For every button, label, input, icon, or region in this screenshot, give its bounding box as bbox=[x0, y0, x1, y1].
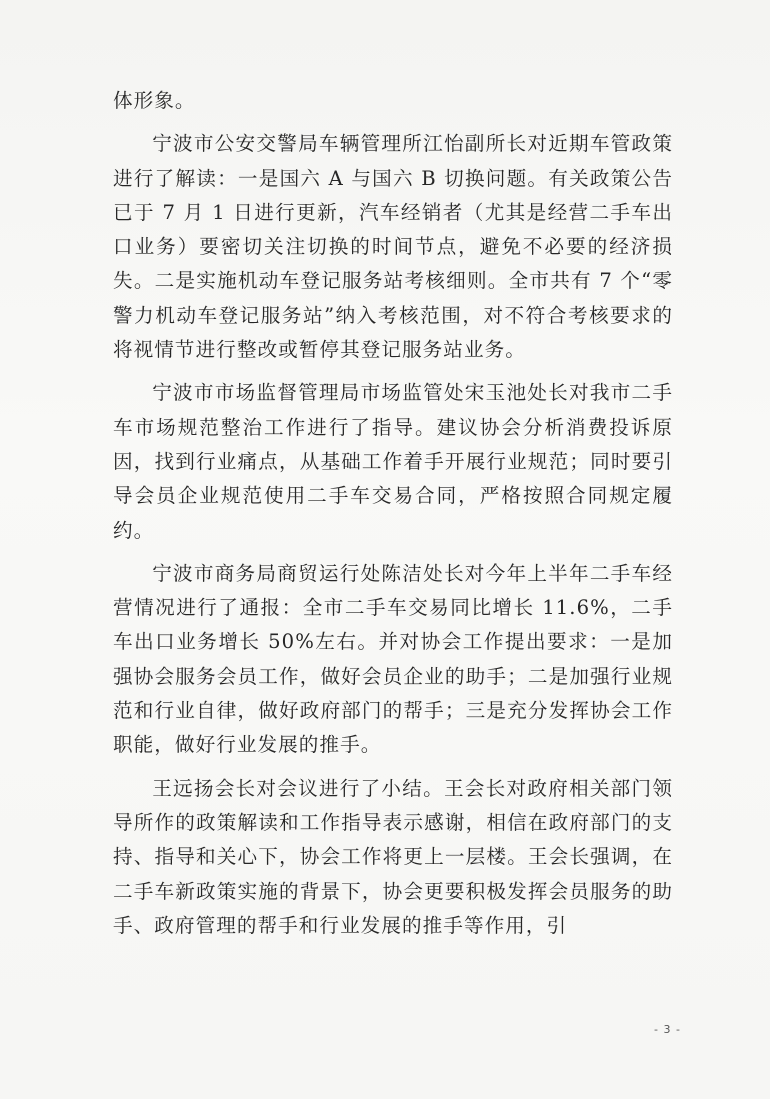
document-body bbox=[113, 84, 673, 943]
paragraph-president-summary: 王远扬会长对会议进行了小结。王会长对政府相关部门领导所作的政策解读和工作指导表示感谢，相信在政府部门的支持、指导和关心下，协会工作将更上一层楼。王会长强调，在二手车新政策实施的背景下，协会更要积极发挥会员服务的助手、政府管理的帮手和行业发展的推手等作用，引 bbox=[113, 776, 673, 937]
paragraph-continuation: 体形象。 bbox=[113, 89, 196, 112]
paragraph-traffic-police: 宁波市公安交警局车辆管理所江怡副所长对近期车管政策进行了解读：一是国六 A 与国六 B 切换问题。有关政策公告已于 7 月 1 日进行更新，汽车经销者（尤其是经营二手车出口业务）要密切关注切换的时间节点，避免不必要的经济损失。二是实施机动车登记服务站考核细则。全市共有 7 个“零警力机动车登记服务站”纳入考核范围，对不符合考核要求的将视情节进行整改或暂停其登记服务站业务。 bbox=[113, 132, 673, 362]
page-number: - 3 - bbox=[654, 1023, 681, 1036]
paragraph-market-supervision: 宁波市市场监督管理局市场监管处宋玉池处长对我市二手车市场规范整治工作进行了指导。建议协会分析消费投诉原因，找到行业痛点，从基础工作着手开展行业规范；同时要引导会员企业规范使用二手车交易合同，严格按照合同规定履约。 bbox=[113, 381, 673, 542]
paragraph-commerce-bureau: 宁波市商务局商贸运行处陈洁处长对今年上半年二手车经营情况进行了通报：全市二手车交易同比增长 11.6%，二手车出口业务增长 50%左右。并对协会工作提出要求：一是加强协会服务会员工作，做好会员企业的助手；二是加强行业规范和行业自律，做好政府部门的帮手；三是充分发挥协会工作职能，做好行业发展的推手。 bbox=[113, 561, 673, 757]
